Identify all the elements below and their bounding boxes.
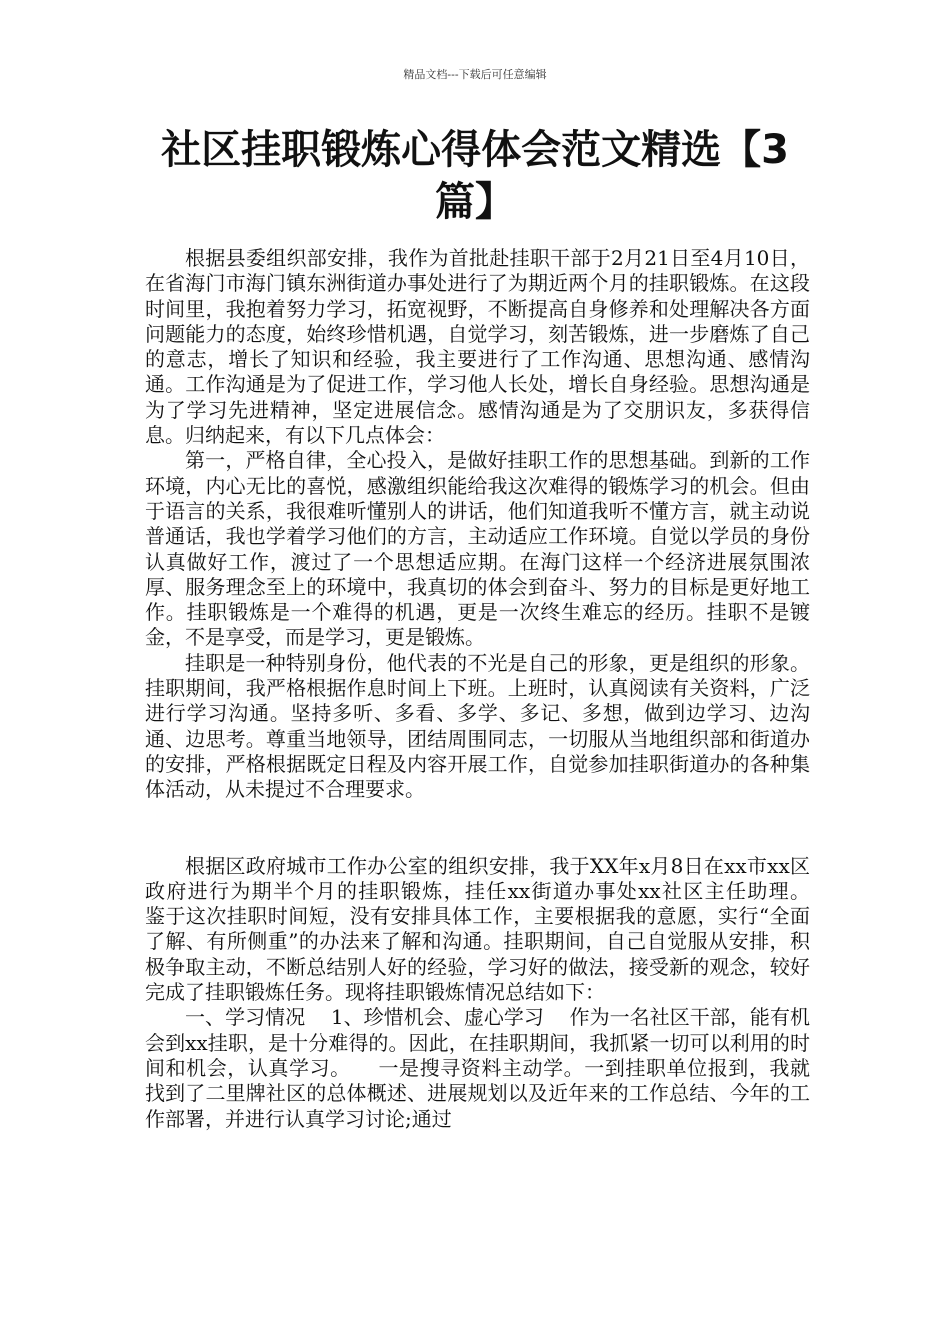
paragraph-section1-identity: 挂职是一种特别身份，他代表的不光是自己的形象，更是组织的形象。挂职期间，我严格根据作息时间上下班。上班时，认真阅读有关资料，广泛进行学习沟通。坚持多听、多看、多学、多记、多想，做到边学习、边沟通、边思考。尊重当地领导，团结周围同志，一切服从当地组织部和街道办的安排，严格根据既定日程及内容开展工作，自觉参加挂职街道办的各种集体活动，从未提过不合理要求。 bbox=[145, 650, 810, 802]
paragraph-section1-first: 第一，严格自律，全心投入，是做好挂职工作的思想基础。到新的工作环境，内心无比的喜悦，感激组织能给我这次难得的锻炼学习的机会。但由于语言的关系，我很难听懂别人的讲话，他们知道我听不懂方言，就主动说普通话，我也学着学习他们的方言，主动适应工作环境。自觉以学员的身份认真做好工作，渡过了一个思想适应期。在海门这样一个经济进展氛围浓厚、服务理念至上的环境中，我真切的体会到奋斗、努力的目标是更好地工作。挂职锻炼是一个难得的机遇，更是一次终生难忘的经历。挂职不是镀金，不是享受，而是学习，更是锻炼。 bbox=[145, 448, 810, 650]
header-note: 精品文档---下载后可任意编辑 bbox=[403, 68, 547, 81]
paragraph-section2-intro: 根据区政府城市工作办公室的组织安排，我于XX年x月8日在xx市xx区政府进行为期半个月的挂职锻炼，挂任xx街道办事处xx社区主任助理。 鉴于这次挂职时间短，没有安排具体工作，主要根据我的意愿，实行“全面了解、有所侧重”的办法来了解和沟通。挂职期间，自己自觉服从安排，积极争取主动，不断总结别人好的经验，学习好的做法，接受新的观念，较好完成了挂职锻炼任务。现将挂职锻炼情况总结如下： bbox=[145, 853, 836, 1005]
paragraph-section1-intro: 根据县委组织部安排，我作为首批赴挂职干部于2月21日至4月10日，在省海门市海门镇东洲街道办事处进行了为期近两个月的挂职锻炼。在这段时间里，我抱着努力学习，拓宽视野，不断提高自身修养和处理解决各方面问题能力的态度，始终珍惜机遇，自觉学习，刻苦锻炼，进一步磨炼了自己的意志，增长了知识和经验，我主要进行了工作沟通、思想沟通、感情沟通。工作沟通是为了促进工作，学习他人长处，增长自身经验。思想沟通是为了学习先进精神，坚定进展信念。感情沟通是为了交朋识友，多获得信息。归纳起来，有以下几点体会： bbox=[145, 246, 810, 448]
document-body bbox=[145, 246, 836, 1132]
paragraph-section2-study: 一、学习情况 1、珍惜机会、虚心学习 作为一名社区干部，能有机会到xx挂职，是十分难得的。因此，在挂职期间，我抓紧一切可以利用的时间和机会，认真学习。 一是搜寻资料主动学。一到挂职单位报到，我就找到了二里牌社区的总体概述、进展规划以及近年来的工作总结、今年的工作部署，并进行认真学习讨论;通过 bbox=[145, 1005, 810, 1131]
section-gap bbox=[145, 803, 810, 854]
document-title: 社区挂职锻炼心得体会范文精选【3篇】 bbox=[161, 127, 789, 225]
